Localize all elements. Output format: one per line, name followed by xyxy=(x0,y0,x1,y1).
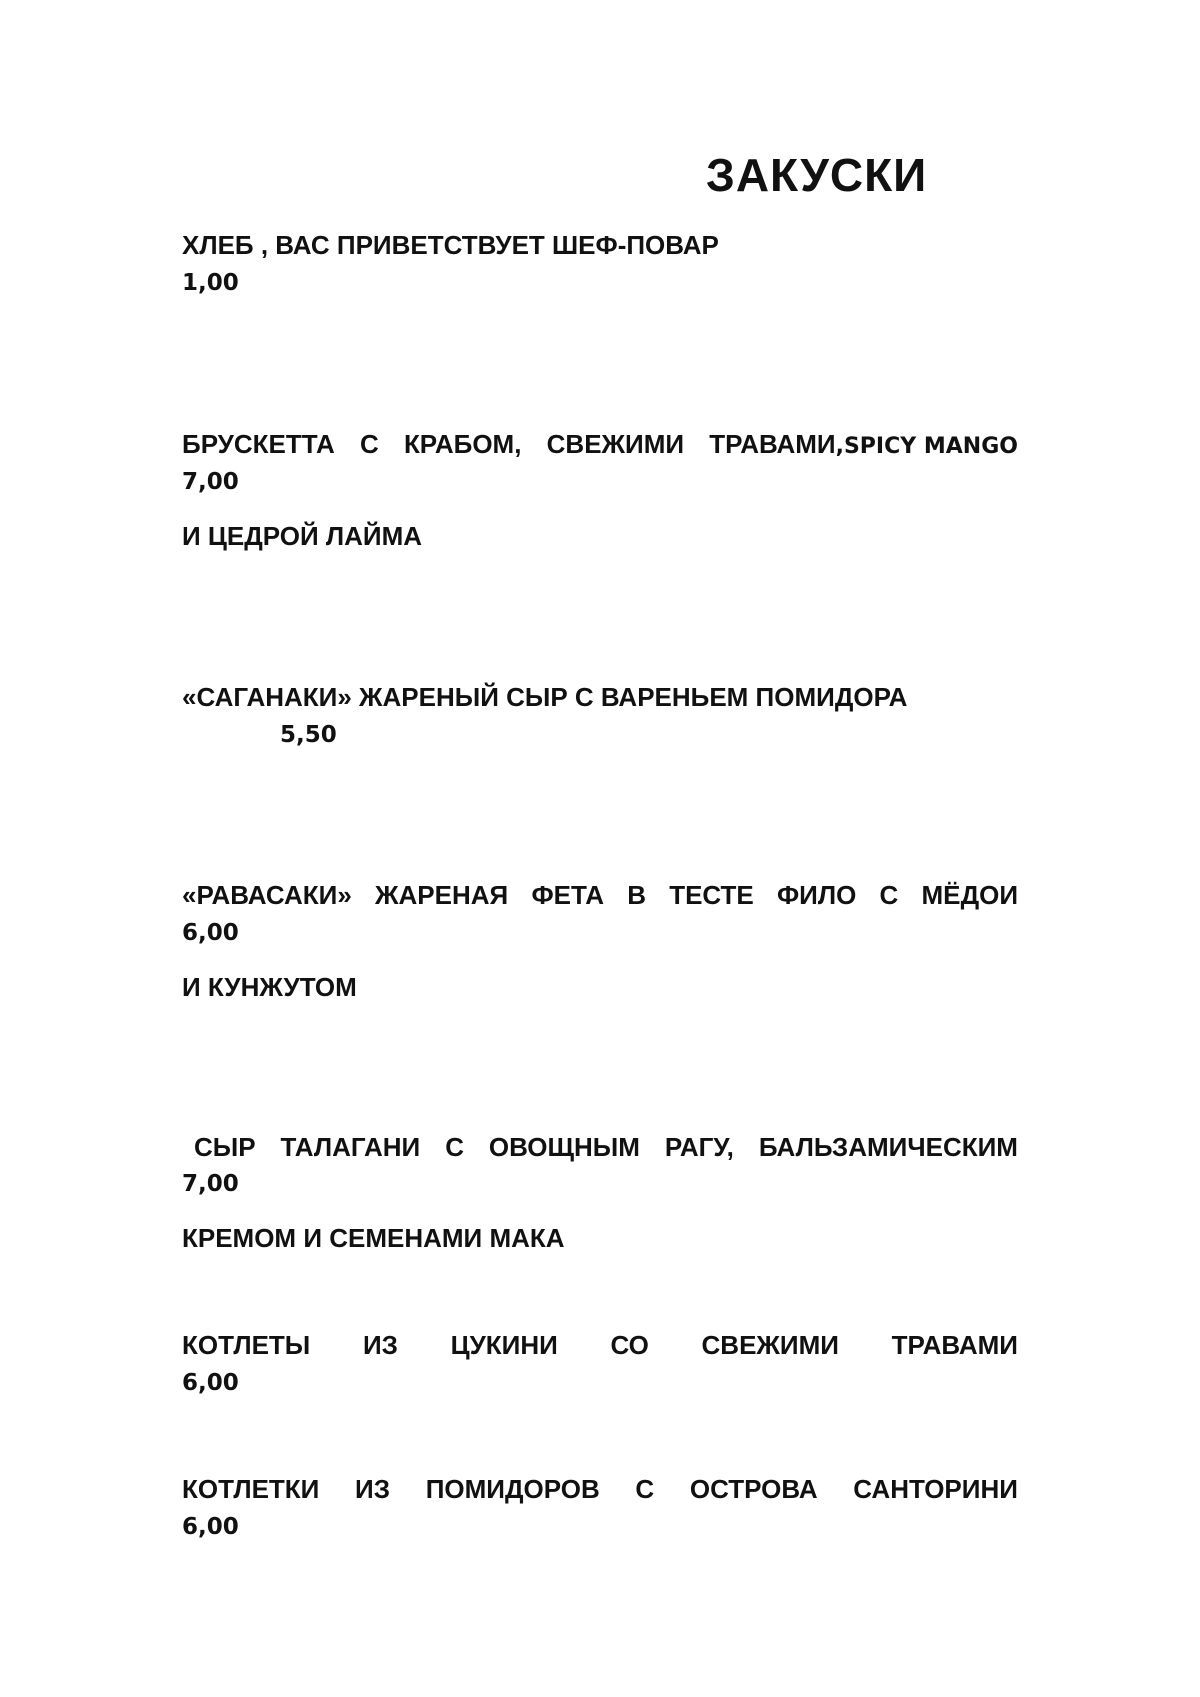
word: СВЕЖИМИ xyxy=(701,1330,839,1360)
menu-item-6-price: 6,00 xyxy=(182,1370,239,1396)
word: КОТЛЕТЫ xyxy=(182,1330,311,1360)
word: С xyxy=(879,880,899,910)
word: ФЕТА xyxy=(531,880,604,910)
menu-item-2-name-cont: И ЦЕДРОЙ ЛАЙМА xyxy=(182,521,423,551)
menu-item-5-price: 7,00 xyxy=(182,1171,239,1197)
word: СО xyxy=(610,1330,649,1360)
menu-item-1-price: 1,00 xyxy=(182,270,239,296)
word: БАЛЬЗАМИЧЕСКИМ xyxy=(758,1132,1018,1162)
word: СЫР xyxy=(194,1132,256,1162)
menu-item-4-name xyxy=(182,880,1018,911)
menu-item-7-price: 6,00 xyxy=(182,1514,239,1540)
menu-item-2-name xyxy=(182,429,1018,460)
menu-item-5-name xyxy=(194,1132,1018,1163)
menu-item-4-price: 6,00 xyxy=(182,920,239,946)
word: ТРАВАМИ xyxy=(891,1330,1018,1360)
word: В xyxy=(627,880,646,910)
word: ИЗ xyxy=(362,1330,398,1360)
menu-item-3-name: «САГАНАКИ» ЖАРЕНЫЙ СЫР С ВАРЕНЬЕМ ПОМИДОРА xyxy=(182,682,908,712)
word: ТАЛАГАНИ xyxy=(280,1132,421,1162)
word: ЦУКИНИ xyxy=(450,1330,558,1360)
word: ИЗ xyxy=(355,1474,391,1504)
word: «РАВАСАКИ» xyxy=(182,880,352,910)
word: КРАБОМ, xyxy=(403,429,522,459)
word: ФИЛО xyxy=(776,880,857,910)
menu-item-2-price: 7,00 xyxy=(182,469,239,495)
menu-item-5-name-cont: КРЕМОМ И СЕМЕНАМИ МАКА xyxy=(182,1223,565,1253)
word: ЖАРЕНАЯ xyxy=(375,880,509,910)
word: РАГУ, xyxy=(664,1132,734,1162)
word: С xyxy=(445,1132,464,1162)
menu-item-1-name: ХЛЕБ , ВАС ПРИВЕТСТВУЕТ ШЕФ-ПОВАР xyxy=(182,230,719,260)
word: ТЕСТЕ xyxy=(669,880,754,910)
word: ПОМИДОРОВ xyxy=(425,1474,600,1504)
word: С xyxy=(635,1474,655,1504)
page-title: ЗАКУСКИ xyxy=(706,149,928,201)
word: ТРАВАМИ,SPICY MANGO xyxy=(709,429,1018,459)
word: СВЕЖИМИ xyxy=(546,429,685,459)
word: БРУСКЕТТА xyxy=(182,429,335,459)
word: САНТОРИНИ xyxy=(853,1474,1018,1504)
menu-item-7-name xyxy=(182,1474,1018,1505)
word-suffix: ,SPICY MANGO xyxy=(835,434,1018,459)
menu-item-4-name-cont: И КУНЖУТОМ xyxy=(182,972,357,1002)
menu-item-3-price: 5,50 xyxy=(280,722,337,748)
word: ОВОЩНЫМ xyxy=(488,1132,640,1162)
menu-item-6-name xyxy=(182,1330,1018,1361)
word: МЁДОИ xyxy=(921,880,1018,910)
word: ОСТРОВА xyxy=(689,1474,818,1504)
word: С xyxy=(359,429,379,459)
word: КОТЛЕТКИ xyxy=(182,1474,320,1504)
